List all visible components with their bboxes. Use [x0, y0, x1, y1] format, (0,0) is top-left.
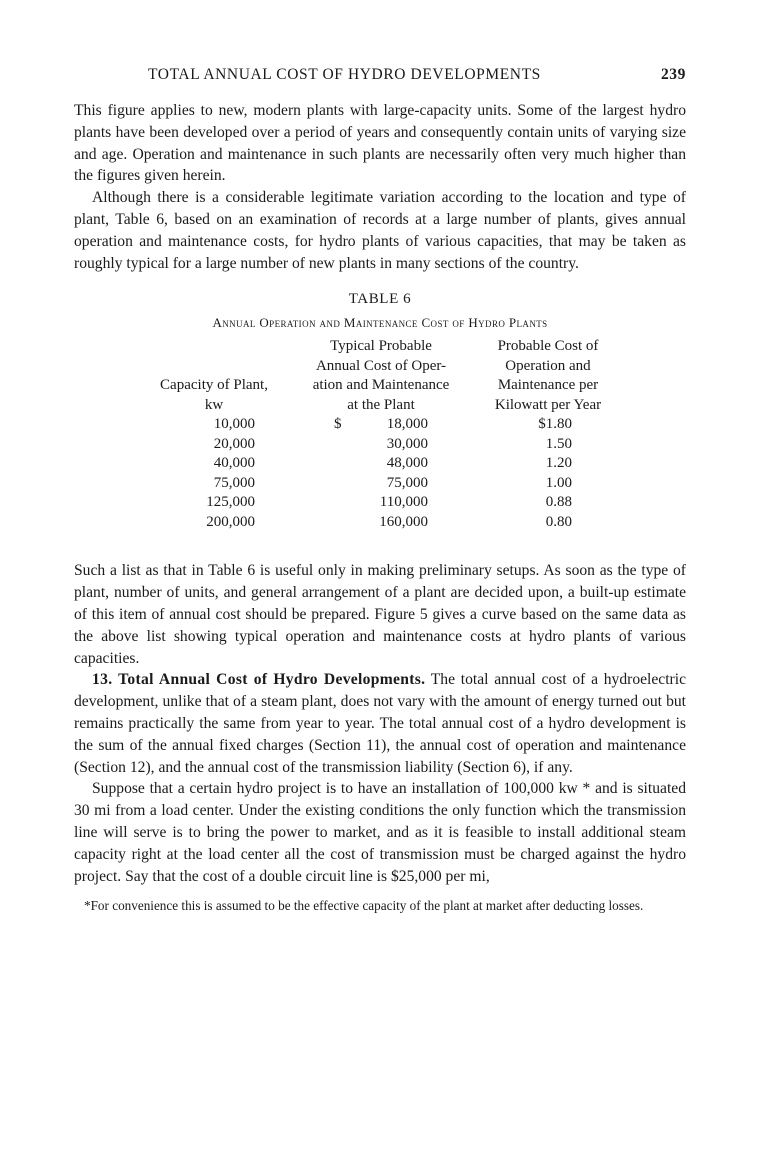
- annual-cost-cell: 48,000: [386, 455, 428, 472]
- capacity-cell: 20,000: [213, 435, 255, 452]
- header-annual-cost-line: Annual Cost of Oper-: [315, 357, 447, 374]
- table-row: [146, 435, 616, 455]
- capacity-cell: 200,000: [206, 513, 255, 530]
- paragraph-1: This figure applies to new, modern plants with large-capacity units. Some of the largest hydro plants have been developed over a period of years and consequently contain units of varying size and age. Operation and maintenance in such plants are necessarily often very much higher than the figures given herein.: [74, 102, 686, 185]
- header-capacity: [146, 337, 282, 415]
- table-title: TABLE 6: [348, 291, 412, 308]
- annual-cost-cell: 30,000: [386, 435, 428, 452]
- table-row: [146, 513, 616, 533]
- annual-cost-cell: 160,000: [379, 513, 428, 530]
- annual-cost-cell: 18,000: [386, 416, 428, 433]
- per-kw-cell: 0.88: [545, 494, 572, 511]
- annual-cost-cell: 110,000: [379, 494, 428, 511]
- currency-sign: $: [334, 416, 342, 433]
- per-kw-cell: 1.50: [545, 435, 572, 452]
- capacity-cell: 40,000: [213, 455, 255, 472]
- paragraph-4: [74, 669, 686, 778]
- per-kw-cell: 1.00: [545, 474, 572, 491]
- page-number: 239: [660, 66, 686, 83]
- per-kw-cell: 0.80: [545, 513, 572, 530]
- capacity-cell: 10,000: [213, 416, 255, 433]
- header-per-kw-line: Operation and: [505, 357, 591, 374]
- per-kw-cell: 1.20: [545, 455, 572, 472]
- table-row: [146, 415, 616, 435]
- section-heading: 13. Total Annual Cost of Hydro Developments.: [92, 671, 426, 689]
- header-capacity-line: kw: [204, 396, 224, 413]
- per-kw-cell: $1.80: [538, 416, 572, 433]
- table-caption: Annual Operation and Maintenance Cost of Hydro Plants: [212, 315, 548, 331]
- cost-table: [146, 337, 616, 532]
- paragraph-5: Suppose that a certain hydro project is to have an installation of 100,000 kw * and is situated 30 mi from a load center. Under the existing conditions the only function which the transmission line will serve is to bring the power to market, and as it is feasible to install additional steam capacity right at the load center all the cost of transmission must be charged against the hydro project. Say that the cost of a double circuit line is $25,000 per mi,: [74, 780, 686, 885]
- header-annual-cost-line: Typical Probable: [330, 338, 432, 355]
- capacity-cell: 75,000: [213, 474, 255, 491]
- paragraph-2: Although there is a considerable legitimate variation according to the location and type of plant, Table 6, based on an examination of records at a large number of plants, gives annual operation and maintenance costs, for hydro plants of various capacities, that may be taken as roughly typical for a large number of new plants in many sections of the country.: [74, 189, 686, 272]
- table-row: [146, 454, 616, 474]
- header-annual-cost-line: ation and Maintenance: [312, 377, 450, 394]
- capacity-cell: 125,000: [206, 494, 255, 511]
- table-header-row: [146, 337, 616, 415]
- paragraph-3: Such a list as that in Table 6 is useful only in making preliminary setups. As soon as the type of plant, number of units, and general arrangement of a plant are decided upon, a built-up estimate of this item of annual cost should be prepared. Figure 5 gives a curve based on the same data as the above list showing typical operation and maintenance costs at hydro plants of various capacities.: [74, 562, 686, 667]
- header-per-kw-line: Probable Cost of: [497, 338, 599, 355]
- header-annual-cost: [282, 337, 480, 415]
- paragraph-4-body: The total annual cost of a hydroelectric development, unlike that of a steam plant, does not vary with the amount of energy turned out but remains practically the same from year to year. The total annual cost of a hydro development is the sum of the annual fixed charges (Section 11), the annual cost of operation and maintenance (Section 12), and the annual cost of the transmission liability (Section 6), if any.: [74, 671, 686, 776]
- header-annual-cost-line: at the Plant: [347, 396, 415, 413]
- table-row: [146, 474, 616, 494]
- header-per-kw: [480, 337, 616, 415]
- footnote-text: For convenience this is assumed to be the effective capacity of the plant at market after deducting losses.: [90, 898, 644, 914]
- running-head: [74, 66, 686, 88]
- annual-cost-cell: 75,000: [386, 474, 428, 491]
- header-per-kw-line: Kilowatt per Year: [494, 396, 602, 413]
- header-per-kw-line: Maintenance per: [497, 377, 599, 394]
- running-head-title: TOTAL ANNUAL COST OF HYDRO DEVELOPMENTS: [148, 66, 541, 83]
- book-page: [74, 66, 686, 915]
- footnote: [74, 897, 686, 915]
- header-capacity-line: Capacity of Plant,: [160, 377, 268, 394]
- table-row: [146, 493, 616, 513]
- footnote-mark: *: [84, 898, 91, 914]
